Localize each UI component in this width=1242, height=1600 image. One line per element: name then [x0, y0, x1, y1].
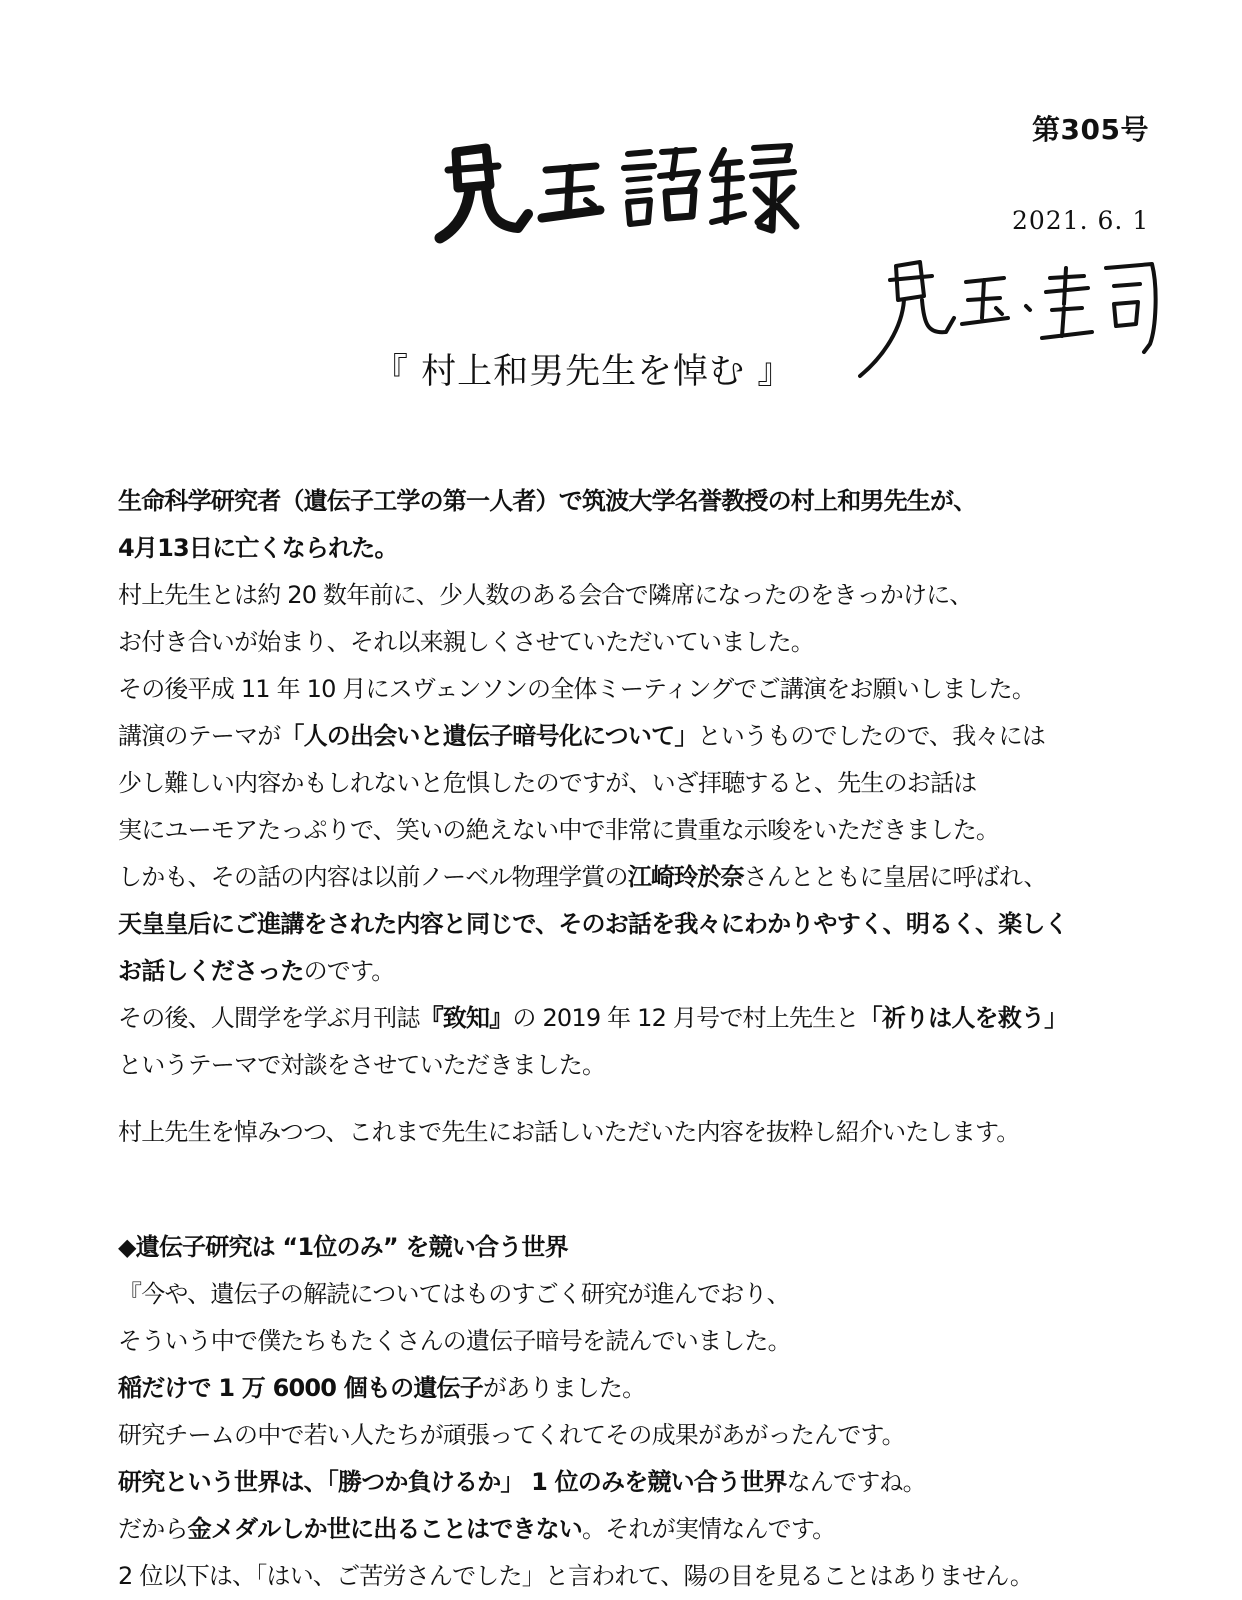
text-line [118, 1365, 1158, 1412]
issue-date: 2021. 6. 1 [1012, 206, 1150, 235]
bold-text-segment: 4月13日に亡くなられた。 [118, 534, 398, 562]
masthead-calligraphy-logo [428, 130, 808, 245]
bold-text-segment: 稲だけで 1 万 6000 個もの遺伝子 [118, 1374, 483, 1402]
text-line [118, 1459, 1158, 1506]
text-line [118, 1506, 1158, 1553]
text-segment: 。それが実情なんです。 [582, 1515, 836, 1543]
text-line [118, 1412, 1158, 1459]
text-segment: さんとともに皇居に呼ばれ、 [743, 863, 1047, 891]
issue-number: 第305号 [1032, 113, 1149, 146]
text-line [118, 1318, 1158, 1365]
bold-text-segment: 「祈りは人を救う」 [858, 1004, 1068, 1032]
bold-text-segment: 江崎玲於奈 [627, 863, 744, 891]
text-line [118, 948, 1158, 995]
text-segment: そういう中で僕たちもたくさんの遺伝子暗号を読んでいました。 [118, 1327, 791, 1355]
text-segment: しかも、その話の内容は以前ノーベル物理学賞の [118, 863, 628, 891]
text-segment: なんですね。 [786, 1468, 926, 1496]
text-segment: 2 位以下は、「はい、ご苦労さんでした」と言われて、陽の目を見ることはありません。 [118, 1562, 1034, 1590]
signature-strokes [858, 248, 1178, 398]
text-line [118, 1553, 1158, 1600]
text-segment: その後、人間学を学ぶ月刊誌 [118, 1004, 420, 1032]
paragraph-spacer [118, 1089, 1158, 1109]
masthead-brush-strokes [428, 130, 808, 245]
section-heading: ◆遺伝子研究は “1位のみ” を競い合う世界 [118, 1233, 568, 1261]
text-line [118, 854, 1158, 901]
text-segment: 少し難しい内容かもしれないと危惧したのですが、いざ拝聴すると、先生のお話は [118, 769, 977, 797]
text-segment: の 2019 年 12 月号で村上先生と [512, 1004, 859, 1032]
intro-paragraph [118, 478, 1158, 1089]
text-line [118, 995, 1158, 1042]
text-line [118, 666, 1158, 713]
section-paragraph [118, 1271, 1158, 1600]
text-segment: がありました。 [482, 1374, 646, 1402]
text-segment: その後平成 11 年 10 月にスヴェンソンの全体ミーティングでご講演をお願いしました。 [118, 675, 1036, 703]
text-line [118, 525, 1158, 572]
article-body [118, 478, 1158, 1600]
text-segment: のです。 [303, 957, 395, 985]
text-line [118, 713, 1158, 760]
text-line [118, 572, 1158, 619]
text-segment: 講演のテーマが [118, 722, 281, 750]
text-line [118, 1042, 1158, 1089]
text-segment: 『今や、遺伝子の解読についてはものすごく研究が進んでおり、 [118, 1280, 790, 1308]
text-segment: というテーマで対談をさせていただきました。 [118, 1051, 606, 1079]
bold-text-segment: 「人の出会いと遺伝子暗号化について」 [280, 722, 698, 750]
bold-text-segment: お話しくださった [118, 957, 304, 985]
text-line [118, 807, 1158, 854]
text-line [118, 478, 1158, 525]
article-title: 『 村上和男先生を悼む 』 [373, 352, 794, 392]
text-line [118, 901, 1158, 948]
text-segment: だから [118, 1515, 188, 1543]
handwritten-signature [858, 248, 1178, 398]
text-line [118, 760, 1158, 807]
section-spacer [118, 1156, 1158, 1224]
text-segment: 実にユーモアたっぷりで、笑いの絶えない中で非常に貴重な示唆をいただきました。 [118, 816, 1000, 844]
bold-text-segment: 『致知』 [419, 1004, 513, 1032]
bold-text-segment: 研究という世界は、「勝つか負けるか」 1 位のみを競い合う世界 [118, 1468, 787, 1496]
text-segment: 研究チームの中で若い人たちが頑張ってくれてその成果があがったんです。 [118, 1421, 905, 1449]
text-segment: 村上先生とは約 20 数年前に、少人数のある会合で隣席になったのをきっかけに、 [118, 581, 973, 609]
text-line [118, 1271, 1158, 1318]
bold-text-segment: 金メダルしか世に出ることはできない [187, 1515, 583, 1543]
bold-text-segment: 生命科学研究者（遺伝子工学の第一人者）で筑波大学名誉教授の村上和男先生が、 [118, 487, 977, 515]
text-line [118, 619, 1158, 666]
text-segment: お付き合いが始まり、それ以来親しくさせていただいていました。 [118, 628, 814, 656]
bold-text-segment: 天皇皇后にご進講をされた内容と同じで、そのお話を我々にわかりやすく、明るく、楽しく [118, 910, 1068, 938]
closing-line: 村上先生を悼みつつ、これまで先生にお話しいただいた内容を抜粋し紹介いたします。 [118, 1118, 1020, 1146]
text-segment: というものでしたので、我々には [697, 722, 1046, 750]
